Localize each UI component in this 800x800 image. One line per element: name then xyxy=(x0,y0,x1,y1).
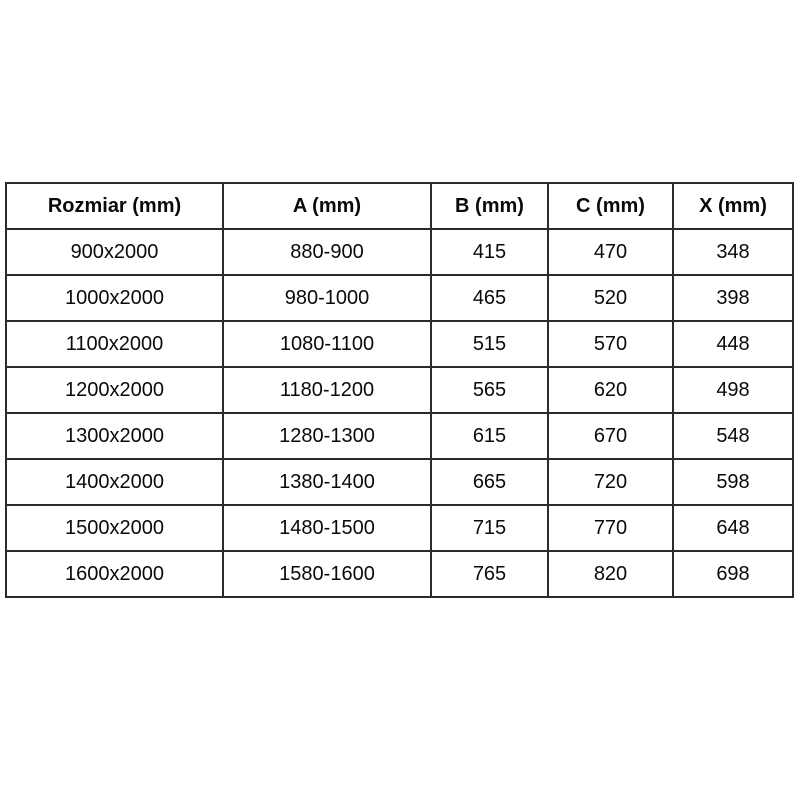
table-header xyxy=(6,183,793,229)
cell-c: 520 xyxy=(548,275,673,321)
cell-a: 1280-1300 xyxy=(223,413,431,459)
header-row xyxy=(6,183,793,229)
cell-rozmiar: 1600x2000 xyxy=(6,551,223,597)
cell-b: 465 xyxy=(431,275,548,321)
column-header-x: X (mm) xyxy=(673,183,793,229)
cell-b: 665 xyxy=(431,459,548,505)
cell-b: 715 xyxy=(431,505,548,551)
cell-x: 498 xyxy=(673,367,793,413)
table-row xyxy=(6,413,793,459)
cell-c: 570 xyxy=(548,321,673,367)
table-body xyxy=(6,229,793,597)
cell-rozmiar: 1000x2000 xyxy=(6,275,223,321)
cell-x: 348 xyxy=(673,229,793,275)
cell-x: 398 xyxy=(673,275,793,321)
cell-c: 770 xyxy=(548,505,673,551)
cell-a: 880-900 xyxy=(223,229,431,275)
cell-x: 698 xyxy=(673,551,793,597)
cell-b: 565 xyxy=(431,367,548,413)
cell-c: 620 xyxy=(548,367,673,413)
column-header-c: C (mm) xyxy=(548,183,673,229)
column-header-a: A (mm) xyxy=(223,183,431,229)
cell-c: 720 xyxy=(548,459,673,505)
table-row xyxy=(6,229,793,275)
cell-a: 1480-1500 xyxy=(223,505,431,551)
cell-b: 515 xyxy=(431,321,548,367)
cell-a: 1580-1600 xyxy=(223,551,431,597)
cell-x: 548 xyxy=(673,413,793,459)
cell-a: 1180-1200 xyxy=(223,367,431,413)
cell-c: 820 xyxy=(548,551,673,597)
cell-rozmiar: 1500x2000 xyxy=(6,505,223,551)
cell-rozmiar: 900x2000 xyxy=(6,229,223,275)
cell-rozmiar: 1200x2000 xyxy=(6,367,223,413)
cell-b: 615 xyxy=(431,413,548,459)
cell-x: 598 xyxy=(673,459,793,505)
cell-a: 1380-1400 xyxy=(223,459,431,505)
table-row xyxy=(6,321,793,367)
cell-a: 980-1000 xyxy=(223,275,431,321)
cell-x: 448 xyxy=(673,321,793,367)
cell-rozmiar: 1400x2000 xyxy=(6,459,223,505)
cell-b: 415 xyxy=(431,229,548,275)
column-header-b: B (mm) xyxy=(431,183,548,229)
cell-x: 648 xyxy=(673,505,793,551)
cell-a: 1080-1100 xyxy=(223,321,431,367)
cell-b: 765 xyxy=(431,551,548,597)
cell-rozmiar: 1100x2000 xyxy=(6,321,223,367)
column-header-rozmiar: Rozmiar (mm) xyxy=(6,183,223,229)
size-spec-table xyxy=(5,182,794,598)
cell-c: 670 xyxy=(548,413,673,459)
cell-c: 470 xyxy=(548,229,673,275)
cell-rozmiar: 1300x2000 xyxy=(6,413,223,459)
table-row xyxy=(6,551,793,597)
table-row xyxy=(6,275,793,321)
table-row xyxy=(6,459,793,505)
table-row xyxy=(6,367,793,413)
table-row xyxy=(6,505,793,551)
